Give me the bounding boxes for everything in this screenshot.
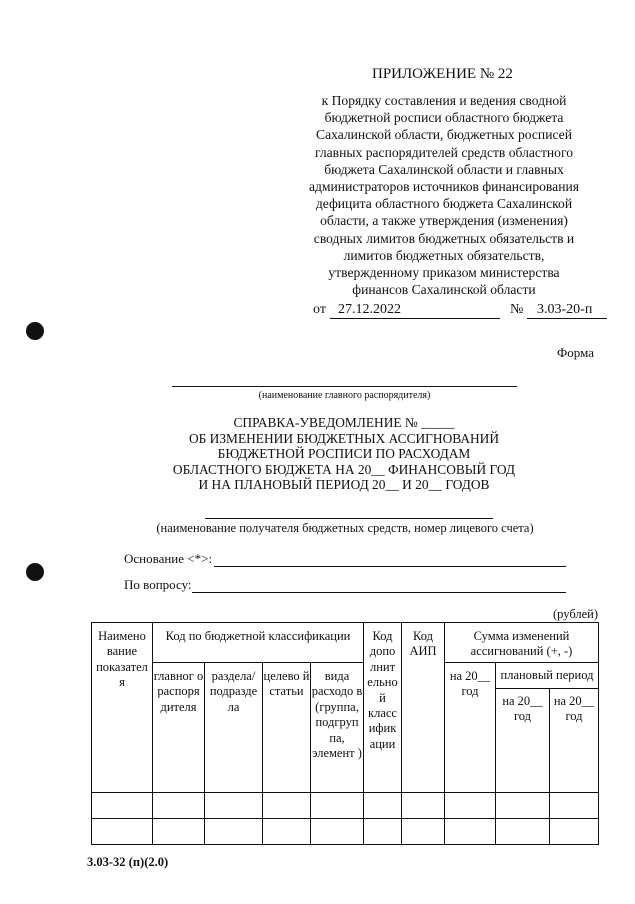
table-cell[interactable] xyxy=(445,793,496,819)
table-cell[interactable] xyxy=(402,819,445,845)
subheader-planned-period: плановый период xyxy=(496,663,599,689)
title-line: СПРАВКА-УВЕДОМЛЕНИЕ № _____ xyxy=(233,415,455,430)
appendix-line: лимитов бюджетных обязательств, xyxy=(343,247,545,263)
subheader-section: раздела/ подразде ла xyxy=(205,663,263,793)
basis-input-line[interactable] xyxy=(214,566,566,567)
table-cell[interactable] xyxy=(496,793,550,819)
appendix-line: бюджетной росписи областного бюджета xyxy=(324,110,564,126)
table-row xyxy=(92,793,599,819)
punch-hole-top xyxy=(26,322,44,340)
title-line: БЮДЖЕТНОЙ РОСПИСИ ПО РАСХОДАМ xyxy=(217,446,471,462)
table-cell[interactable] xyxy=(153,819,205,845)
date-underline xyxy=(330,318,500,319)
question-label: По вопросу: xyxy=(124,577,192,592)
table-cell[interactable] xyxy=(205,793,263,819)
changes-table xyxy=(91,622,599,845)
header-indicator-name: Наимено вание показател я xyxy=(92,623,153,793)
appendix-line: к Порядку составления и ведения сводной xyxy=(321,93,567,108)
appendix-line: финансов Сахалинской области xyxy=(352,282,536,298)
appendix-title: ПРИЛОЖЕНИЕ № 22 xyxy=(372,66,513,82)
table-cell[interactable] xyxy=(402,793,445,819)
subheader-expense-type: вида расходо в (группа, подгруп па, элемент ) xyxy=(311,663,364,793)
appendix-line: сводных лимитов бюджетных обязательств и xyxy=(313,230,575,246)
appendix-line: главных распорядителей средств областного xyxy=(314,144,574,160)
title-line: И НА ПЛАНОВЫЙ ПЕРИОД 20__ И 20__ ГОДОВ xyxy=(198,477,490,493)
manager-name-line xyxy=(172,386,517,387)
basis-label: Основание <*>: xyxy=(124,551,213,566)
recipient-caption: (наименование получателя бюджетных средств, номер лицевого счета) xyxy=(156,521,534,535)
header-additional-code: Код допо лнит ельно й класс ифик ации xyxy=(364,623,402,793)
recipient-name-line xyxy=(205,518,493,519)
table-cell[interactable] xyxy=(550,819,599,845)
appendix-text xyxy=(288,92,600,298)
table-cell[interactable] xyxy=(445,819,496,845)
document-title xyxy=(140,415,548,493)
title-line: ОБЛАСТНОГО БЮДЖЕТА НА 20__ ФИНАНСОВЫЙ ГОД xyxy=(172,461,516,477)
table-cell[interactable] xyxy=(205,819,263,845)
subheader-manager: главног о распоря дителя xyxy=(153,663,205,793)
title-line: ОБ ИЗМЕНЕНИИ БЮДЖЕТНЫХ АССИГНОВАНИЙ xyxy=(188,430,500,446)
appendix-line: утвержденному приказом министерства xyxy=(328,265,560,281)
table-cell[interactable] xyxy=(364,819,402,845)
form-code: 3.03-32 (п)(2.0) xyxy=(87,855,169,869)
table-cell[interactable] xyxy=(263,819,311,845)
table-row xyxy=(92,819,599,845)
appendix-line: области, а также утверждения (изменения) xyxy=(320,213,568,229)
table-cell[interactable] xyxy=(311,793,364,819)
punch-hole-bottom xyxy=(26,563,44,581)
manager-caption: (наименование главного распорядителя) xyxy=(258,390,431,401)
table-cell[interactable] xyxy=(364,793,402,819)
appendix-line: дефицита областного бюджета Сахалинской xyxy=(315,196,573,212)
table-cell[interactable] xyxy=(550,793,599,819)
table-cell[interactable] xyxy=(263,793,311,819)
header-aip-code: Код АИП xyxy=(402,623,445,793)
table-cell[interactable] xyxy=(311,819,364,845)
table-cell[interactable] xyxy=(496,819,550,845)
date-prefix: от xyxy=(313,302,326,317)
header-sum-changes: Сумма изменений ассигнований (+, -) xyxy=(445,623,599,663)
appendix-line: администраторов источников финансирования xyxy=(308,179,580,195)
subheader-target-item: целево й статьи xyxy=(263,663,311,793)
subheader-plan-year-1: на 20__ год xyxy=(496,689,550,793)
subheader-plan-year-2: на 20__ год xyxy=(550,689,599,793)
form-label: Форма xyxy=(557,345,594,360)
header-budget-classification: Код по бюджетной классификации xyxy=(153,623,364,663)
appendix-line: Сахалинской области, бюджетных росписей xyxy=(316,127,572,143)
table-cell[interactable] xyxy=(153,793,205,819)
approval-date: 27.12.2022 xyxy=(338,302,401,317)
question-input-line[interactable] xyxy=(192,592,566,593)
table-cell[interactable] xyxy=(92,819,153,845)
subheader-current-year: на 20__ год xyxy=(445,663,496,793)
approval-number: 3.03-20-п xyxy=(537,302,593,317)
appendix-line: бюджета Сахалинской области и главных xyxy=(324,161,564,177)
currency-note: (рублей) xyxy=(553,607,599,621)
number-underline xyxy=(527,318,607,319)
table-cell[interactable] xyxy=(92,793,153,819)
number-prefix: № xyxy=(510,302,524,317)
